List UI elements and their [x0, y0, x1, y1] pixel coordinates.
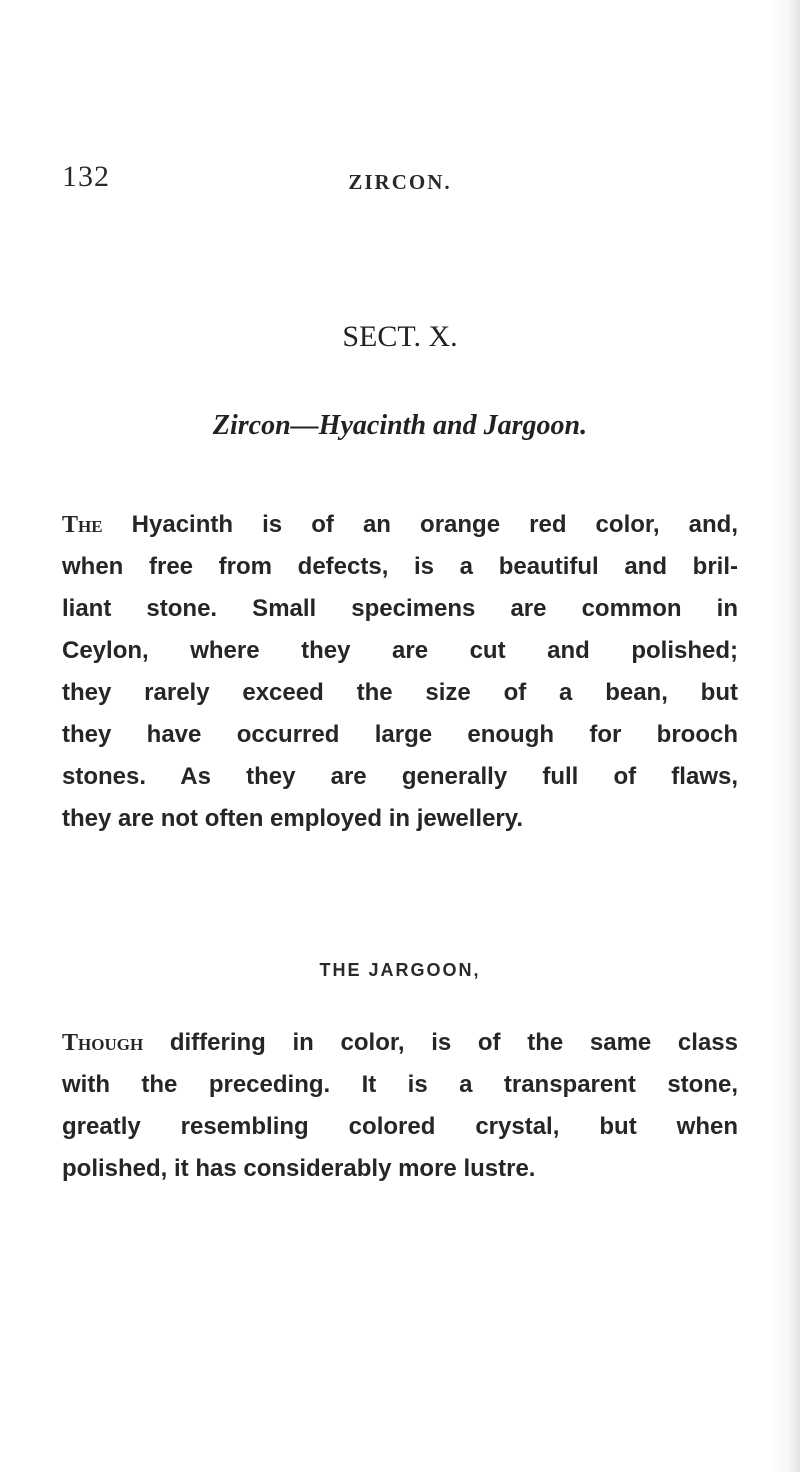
jargoon-subheading: THE JARGOON, — [319, 960, 481, 980]
paragraph-line — [62, 504, 738, 546]
paragraph-line: with the preceding. It is a transparent stone, — [62, 1071, 738, 1098]
paragraph-line-text: differing in color, is of the same class — [143, 1029, 738, 1056]
page-number: 132 — [62, 160, 110, 193]
running-title: ZIRCON. — [348, 170, 452, 194]
jargoon-paragraph — [62, 1022, 738, 1190]
paragraph-line: liant stone. Small specimens are common in — [62, 595, 738, 622]
section-title: SECT. X. — [342, 320, 458, 353]
paragraph-lead-word: The — [62, 512, 103, 538]
paragraph-line: polished, it has considerably more lustre. — [62, 1155, 536, 1182]
page-edge-shadow — [788, 0, 800, 1472]
paragraph-lead-word: Though — [62, 1030, 144, 1056]
paragraph-line: they rarely exceed the size of a bean, but — [62, 679, 738, 706]
paragraph-line: when free from defects, is a beautiful and bril- — [62, 553, 738, 580]
paragraph-line — [62, 1022, 738, 1064]
paragraph-line: they are not often employed in jewellery. — [62, 805, 524, 832]
paragraph-line-text: Hyacinth is of an orange red color, and, — [102, 511, 738, 538]
section-subtitle: Zircon—Hyacinth and Jargoon. — [212, 410, 588, 441]
paragraph-line: they have occurred large enough for brooch — [62, 721, 738, 748]
hyacinth-paragraph — [62, 504, 738, 840]
paragraph-line: Ceylon, where they are cut and polished; — [62, 637, 738, 664]
paragraph-line: stones. As they are generally full of flaws, — [62, 763, 738, 790]
paragraph-line: greatly resembling colored crystal, but when — [62, 1113, 738, 1140]
